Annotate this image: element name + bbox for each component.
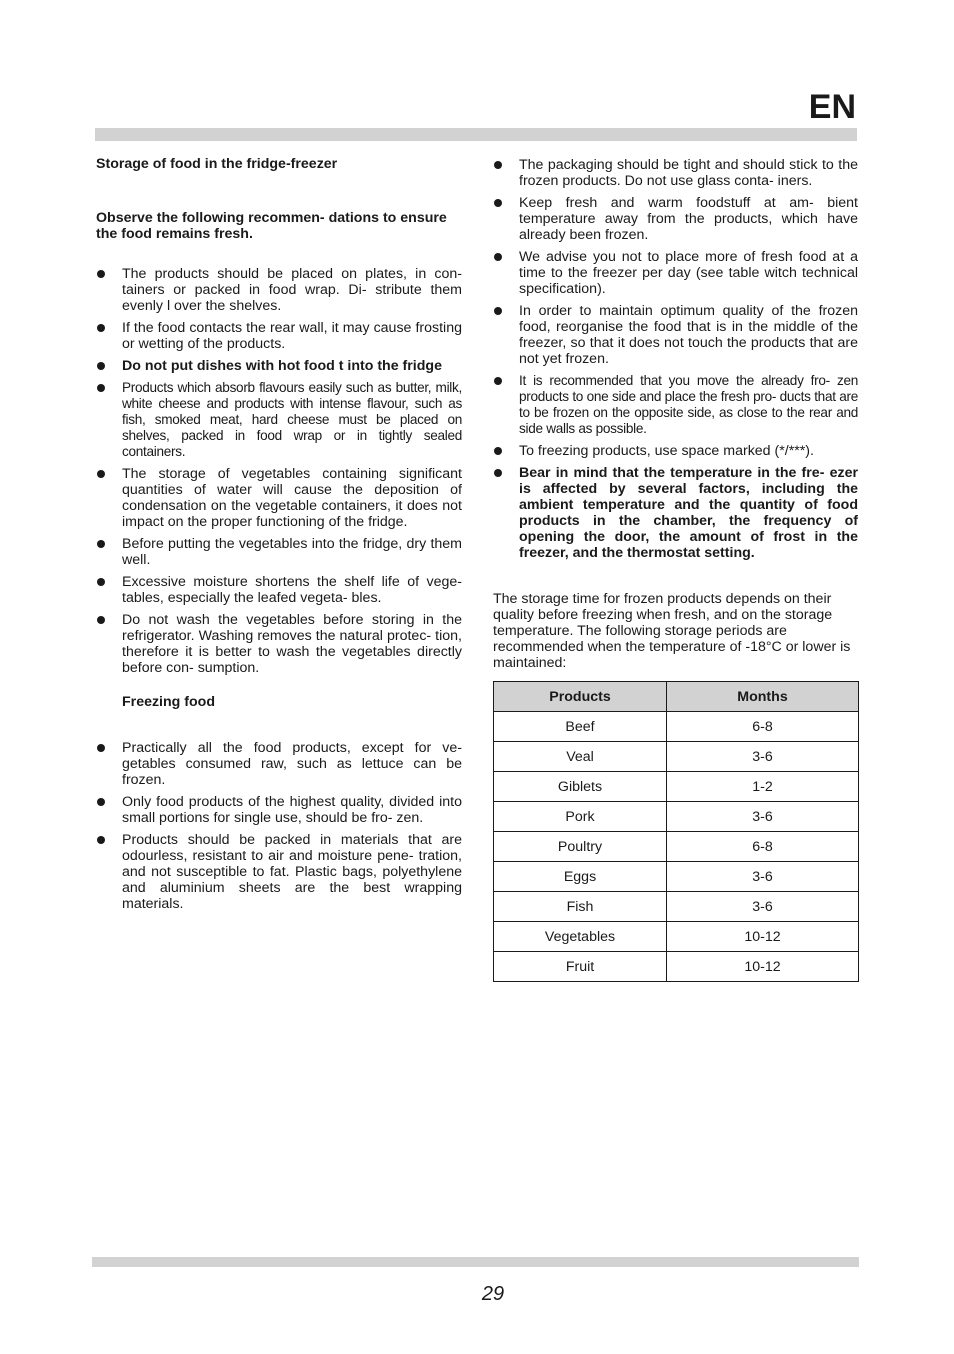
product-cell: Veal xyxy=(494,742,667,772)
list-item: Do not put dishes with hot food t into the fridge xyxy=(96,358,462,374)
months-cell: 3-6 xyxy=(667,742,859,772)
list-item: In order to maintain optimum quality of the frozen food, reorganise the food that is in the middle of the freezer, so that it does not touch the products that are not yet frozen. xyxy=(493,303,858,367)
list-item: Before putting the vegetables into the fridge, dry them well. xyxy=(96,536,462,568)
list-item: The packaging should be tight and should stick to the frozen products. Do not use glass conta- iners. xyxy=(493,157,858,189)
table-row xyxy=(494,892,859,922)
list-item: Products should be packed in materials that are odourless, resistant to air and moisture pene- tration, and not susceptible to fat. Plastic bags, polyethylene and aluminium sheets are the best wrapping materials. xyxy=(96,832,462,912)
freezing-bullet-list xyxy=(96,740,462,912)
language-code: EN xyxy=(808,88,856,126)
freezing-title: Freezing food xyxy=(122,694,216,710)
list-item: The storage of vegetables containing significant quantities of water will cause the deposition of condensation on the vegetable containers, it does not impact on the proper functioning of the fridge. xyxy=(96,466,462,530)
months-cell: 10-12 xyxy=(667,922,859,952)
table-row xyxy=(494,742,859,772)
product-cell: Beef xyxy=(494,712,667,742)
product-cell: Pork xyxy=(494,802,667,832)
months-cell: 3-6 xyxy=(667,802,859,832)
intro-text: Observe the following recommen- dations to ensure the food remains fresh. xyxy=(96,210,447,242)
product-cell: Poultry xyxy=(494,832,667,862)
table-row xyxy=(494,772,859,802)
storage-time-paragraph: The storage time for frozen products depends on their quality before freezing when fresh, and on the storage temperature. The following storage periods are recommended when the temperature of -18°C or lower is maintained: xyxy=(493,591,851,671)
left-column xyxy=(96,156,462,918)
list-item: Only food products of the highest quality, divided into small portions for single use, should be fro- zen. xyxy=(96,794,462,826)
list-item: Do not wash the vegetables before storing in the refrigerator. Washing removes the natural protec- tion, therefore it is better to wash the vegetables directly before con- sumption. xyxy=(96,612,462,676)
page-number: 29 xyxy=(481,1283,505,1305)
list-item: Bear in mind that the temperature in the fre- ezer is affected by several factors, including the ambient temperature and the quantity of food products in the chamber, the frequency of opening the door, the amount of frost in the freezer, and the thermostat setting. xyxy=(493,465,858,561)
product-cell: Eggs xyxy=(494,862,667,892)
table-row xyxy=(494,922,859,952)
product-cell: Vegetables xyxy=(494,922,667,952)
list-item: Excessive moisture shortens the shelf life of vege- tables, especially the leafed vegeta- bles. xyxy=(96,574,462,606)
months-cell: 1-2 xyxy=(667,772,859,802)
table-row xyxy=(494,832,859,862)
table-row xyxy=(494,712,859,742)
storage-periods-table xyxy=(493,681,859,982)
right-column xyxy=(493,157,858,982)
months-cell: 6-8 xyxy=(667,832,859,862)
list-item: If the food contacts the rear wall, it may cause frosting or wetting of the products. xyxy=(96,320,462,352)
table-row xyxy=(494,862,859,892)
footer-divider xyxy=(92,1257,859,1267)
months-cell: 3-6 xyxy=(667,862,859,892)
list-item: It is recommended that you move the already fro- zen products to one side and place the fresh pro- ducts that are to be frozen on the opposite side, as close to the rear and side walls as possible. xyxy=(493,373,858,437)
freezer-bullet-list xyxy=(493,157,858,561)
column-header-products: Products xyxy=(494,682,667,712)
header-divider xyxy=(95,128,857,141)
months-cell: 6-8 xyxy=(667,712,859,742)
list-item: Practically all the food products, except for ve- getables consumed raw, such as lettuce can be frozen. xyxy=(96,740,462,788)
product-cell: Giblets xyxy=(494,772,667,802)
storage-bullet-list xyxy=(96,266,462,676)
table-header-row xyxy=(494,682,859,712)
section-title: Storage of food in the fridge-freezer xyxy=(96,156,338,172)
column-header-months: Months xyxy=(667,682,859,712)
list-item: We advise you not to place more of fresh food at a time to the freezer per day (see table witch technical specification). xyxy=(493,249,858,297)
months-cell: 10-12 xyxy=(667,952,859,982)
list-item: To freezing products, use space marked (*/***). xyxy=(493,443,858,459)
list-item: Products which absorb flavours easily such as butter, milk, white cheese and products with intense flavour, such as fish, smoked meat, hard cheese must be placed on shelves, packed in food wrap or in tightly sealed containers. xyxy=(96,380,462,460)
table-row xyxy=(494,802,859,832)
list-item: Keep fresh and warm foodstuff at am- bient temperature away from the products, which have already been frozen. xyxy=(493,195,858,243)
months-cell: 3-6 xyxy=(667,892,859,922)
product-cell: Fruit xyxy=(494,952,667,982)
list-item: The products should be placed on plates, in con- tainers or packed in food wrap. Di- stribute them evenly l over the shelves. xyxy=(96,266,462,314)
product-cell: Fish xyxy=(494,892,667,922)
table-row xyxy=(494,952,859,982)
